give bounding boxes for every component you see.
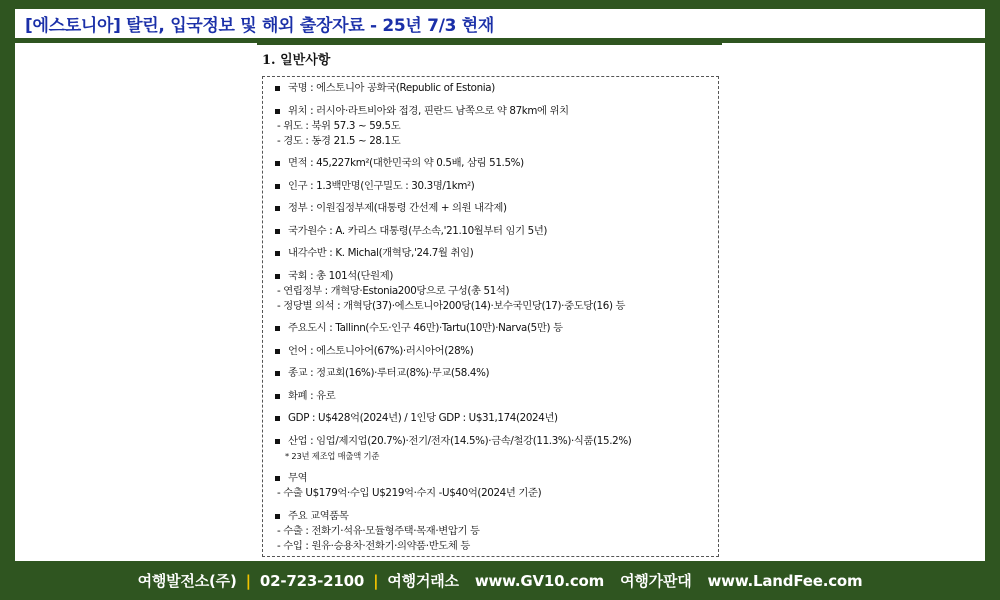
general-info-box xyxy=(262,76,719,557)
info-sub-item xyxy=(275,524,712,539)
info-item-heading xyxy=(275,104,712,119)
document-panel xyxy=(15,43,985,561)
info-item-major-cities xyxy=(275,321,712,336)
square-bullet-icon xyxy=(275,206,280,211)
info-item-heading xyxy=(275,179,712,194)
footer-site1-link[interactable]: www.GV10.com xyxy=(474,571,605,590)
footer-site2-label: 여행가판대 xyxy=(620,572,692,590)
info-sub-item xyxy=(275,539,712,554)
info-sub-item xyxy=(275,299,712,314)
info-item-text: 화폐 : 유로 xyxy=(288,389,336,402)
square-bullet-icon xyxy=(275,109,280,114)
info-item-heading xyxy=(275,269,712,284)
info-item-text: 주요도시 : Tallinn(수도·인구 46만)·Tartu(10만)·Narva(5만) 등 xyxy=(288,322,563,334)
square-bullet-icon xyxy=(275,161,280,166)
section-title: 1. 일반사항 xyxy=(262,53,331,68)
info-item-head-of-cabinet xyxy=(275,246,712,261)
info-item-heading xyxy=(275,344,712,359)
info-item-text: 국가원수 : A. 카리스 대통령(무소속,'21.10월부터 임기 5년) xyxy=(288,224,548,237)
info-sub-item xyxy=(275,284,712,299)
info-item-government xyxy=(275,201,712,216)
info-item-parliament xyxy=(275,269,712,314)
info-sub-item xyxy=(275,486,712,501)
info-item-area xyxy=(275,156,712,171)
footer-separator: | xyxy=(245,571,251,590)
info-item-location xyxy=(275,104,712,149)
square-bullet-icon xyxy=(275,394,280,399)
info-item-heading xyxy=(275,156,712,171)
info-item-text: 종교 : 정교회(16%)·루터교(8%)·무교(58.4%) xyxy=(288,367,490,379)
info-item-text: 내각수반 : K. Michal(개혁당,'24.7월 취임) xyxy=(288,247,474,259)
info-sub-text: - 정당별 의석 : 개혁당(37)·에스토니아200당(14)·보수국민당(17)·중도당(16) 등 xyxy=(277,299,626,312)
info-item-text: 정부 : 이원집정부제(대통령 간선제 + 의원 내각제) xyxy=(288,202,507,214)
info-item-text: GDP : U$428억(2024년) / 1인당 GDP : U$31,174(2024년) xyxy=(288,412,558,424)
footer-company: 여행발전소(주) xyxy=(137,572,237,590)
info-item-text: 언어 : 에스토니아어(67%)·러시아어(28%) xyxy=(288,344,474,357)
square-bullet-icon xyxy=(275,349,280,354)
info-item-gdp xyxy=(275,411,712,426)
info-item-currency xyxy=(275,389,712,404)
info-sub-text: - 연립정부 : 개혁당·Estonia200당으로 구성(총 51석) xyxy=(277,284,510,297)
footer-site2-link[interactable]: www.LandFee.com xyxy=(707,571,863,590)
info-item-head-of-state xyxy=(275,224,712,239)
info-sub-item xyxy=(275,134,712,149)
info-footnote: * 23년 제조업 매출액 기준 xyxy=(285,450,380,461)
info-item-country-name xyxy=(275,81,712,96)
info-item-trade xyxy=(275,471,712,501)
footer-site1-label: 여행거래소 xyxy=(387,572,459,590)
info-item-heading xyxy=(275,224,712,239)
info-item-heading xyxy=(275,411,712,426)
footer-separator: | xyxy=(373,571,379,590)
info-item-text: 위치 : 러시아·라트비아와 접경, 핀란드 남쪽으로 약 87km에 위치 xyxy=(288,104,569,117)
info-item-heading xyxy=(275,366,712,381)
square-bullet-icon xyxy=(275,274,280,279)
info-item-text: 인구 : 1.3백만명(인구밀도 : 30.3명/1km²) xyxy=(288,179,475,192)
info-item-heading xyxy=(275,201,712,216)
square-bullet-icon xyxy=(275,439,280,444)
info-sub-text: - 경도 : 동경 21.5 ~ 28.1도 xyxy=(277,134,401,147)
info-item-heading xyxy=(275,246,712,261)
square-bullet-icon xyxy=(275,229,280,234)
info-sub-text: - 수입 : 원유·승용차·전화기·의약품·반도체 등 xyxy=(277,539,471,552)
info-item-text: 국명 : 에스토니아 공화국(Republic of Estonia) xyxy=(288,82,495,94)
square-bullet-icon xyxy=(275,371,280,376)
footer-phone: 02-723-2100 xyxy=(259,571,365,590)
info-item-text: 산업 : 임업/제지업(20.7%)·전기/전자(14.5%)·금속/철강(11.3%)·식품(15.2%) xyxy=(288,434,632,447)
square-bullet-icon xyxy=(275,514,280,519)
square-bullet-icon xyxy=(275,184,280,189)
square-bullet-icon xyxy=(275,476,280,481)
info-item-heading xyxy=(275,389,712,404)
document-top-edge xyxy=(257,43,722,45)
footer-bar xyxy=(0,561,1000,600)
info-item-heading xyxy=(275,509,712,524)
info-item-text: 무역 xyxy=(288,472,308,484)
info-sub-text: - 수출 U$179억·수입 U$219억·수지 -U$40억(2024년 기준) xyxy=(277,487,542,499)
info-sub-item xyxy=(275,119,712,134)
square-bullet-icon xyxy=(275,86,280,91)
square-bullet-icon xyxy=(275,416,280,421)
square-bullet-icon xyxy=(275,326,280,331)
info-item-trade-items xyxy=(275,509,712,554)
info-item-language xyxy=(275,344,712,359)
info-sub-text: - 수출 : 전화기·석유·모듈형주택·목재·변압기 등 xyxy=(277,524,480,537)
info-item-religion xyxy=(275,366,712,381)
info-item-text: 국회 : 총 101석(단원제) xyxy=(288,269,394,282)
page-title: [에스토니아] 탈린, 입국정보 및 해외 출장자료 - 25년 7/3 현재 xyxy=(25,16,495,36)
info-item-industry xyxy=(275,434,712,464)
info-item-heading xyxy=(275,81,712,96)
info-item-heading xyxy=(275,434,712,449)
info-item-heading xyxy=(275,471,712,486)
info-item-heading xyxy=(275,321,712,336)
info-item-text: 면적 : 45,227km²(대한민국의 약 0.5배, 삼림 51.5%) xyxy=(288,157,524,169)
info-item-population xyxy=(275,179,712,194)
square-bullet-icon xyxy=(275,251,280,256)
info-sub-text: - 위도 : 북위 57.3 ~ 59.5도 xyxy=(277,119,401,132)
info-item-text: 주요 교역품목 xyxy=(288,509,349,522)
header-bar xyxy=(15,9,985,38)
